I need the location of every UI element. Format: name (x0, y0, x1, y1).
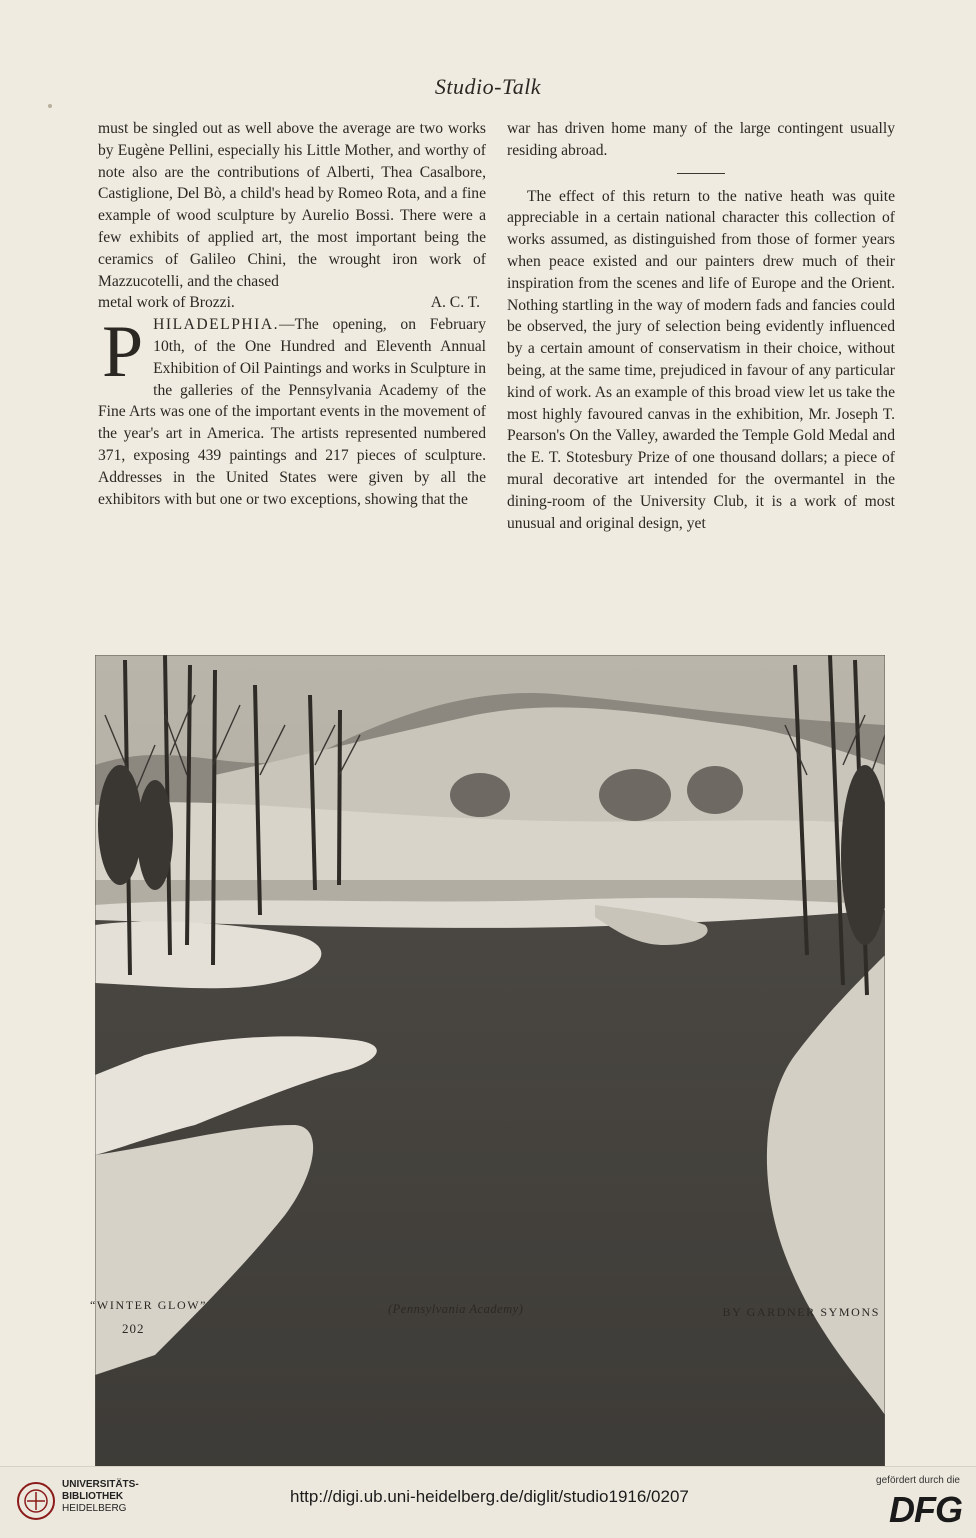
caption-title: “WINTER GLOW” (90, 1298, 208, 1312)
left-column (98, 118, 486, 510)
left-paragraph-1-end: metal work of Brozzi. (98, 294, 235, 312)
permalink-url[interactable]: http://digi.ub.uni-heidelberg.de/diglit/studio1916/0207 (290, 1487, 689, 1506)
dfg-logo: DFG (889, 1489, 962, 1530)
left-paragraph-1: must be singled out as well above the average are two works by Eugène Pellini, especially his Little Mother, and worthy of note also are the contributions of Alberti, Thea Casalbore, Castiglione, Del Bò, a child's head by Romeo Rota, and a fine example of wood sculpture by Aurelio Bossi. There were a few exhibits of applied art, the most important being the ceramics of Galileo Chini, the wrought iron work of Mazzucotelli, and the chased (98, 120, 486, 290)
institution-line-3: HEIDELBERG (62, 1503, 127, 1514)
institution-line-2: BIBLIOTHEK (62, 1491, 124, 1502)
right-paragraph-2: The effect of this return to the native heath was quite appreciable in a certain national character this collection of works assumed, as distinguished from those of former years when peace existed and our painters drew much of their inspiration from the scenes and life of Europe and the Orient. Nothing startling in the way of modern fads and fancies could be observed, the jury of selection being evidently influenced by a certain amount of conservatism in their choice, without being, at the same time, prejudiced in favour of any particular kind of work. As an example of this broad view let us take the most highly favoured canvas in the exhibition, Mr. Joseph T. Pearson's On the Valley, awarded the Temple Gold Medal and the E. T. Stotesbury Prize of one thousand dollars; a piece of mural decorative art intended for the overmantel in the dining-room of the University Club, it is a work of most unusual and original design, yet (507, 187, 895, 532)
caption-source: (Pennsylvania Academy) (388, 1302, 524, 1316)
author-signature: A. C. T. (430, 294, 480, 312)
caption-artist: BY GARDNER SYMONS (722, 1305, 880, 1319)
right-column (507, 118, 895, 534)
page-number: 202 (122, 1321, 145, 1336)
drop-cap: P (102, 311, 144, 394)
funding-label: gefördert durch die (876, 1475, 960, 1486)
left-paragraph-2 (98, 311, 486, 510)
signature-line (98, 292, 486, 314)
digitization-footer (0, 1466, 976, 1538)
section-rule (677, 173, 725, 174)
painting-winter-glow (95, 655, 885, 1538)
left-paragraph-2-body: —The opening, on February 10th, of the One Hundred and Eleventh Annual Exhibition of Oil Paintings and works in Sculpture in the galleries of the Pennsylvania Academy of the Fine Arts was one of the important events in the movement of the year's art in America. The artists represented numbered 371, exposing 439 paintings and 217 pieces of sculpture. Addresses in the United States were given by all the exhibitors with but one or two exceptions, showing that the (98, 316, 486, 508)
running-head: Studio-Talk (434, 74, 542, 99)
city-heading: HILADELPHIA. (153, 316, 279, 334)
margin-dot (48, 104, 52, 108)
university-seal-icon (16, 1481, 56, 1521)
institution-name (62, 1479, 139, 1515)
right-paragraph-1: war has driven home many of the large contingent usually residing abroad. (507, 120, 895, 159)
institution-line-1: UNIVERSITÄTS- (62, 1479, 139, 1490)
